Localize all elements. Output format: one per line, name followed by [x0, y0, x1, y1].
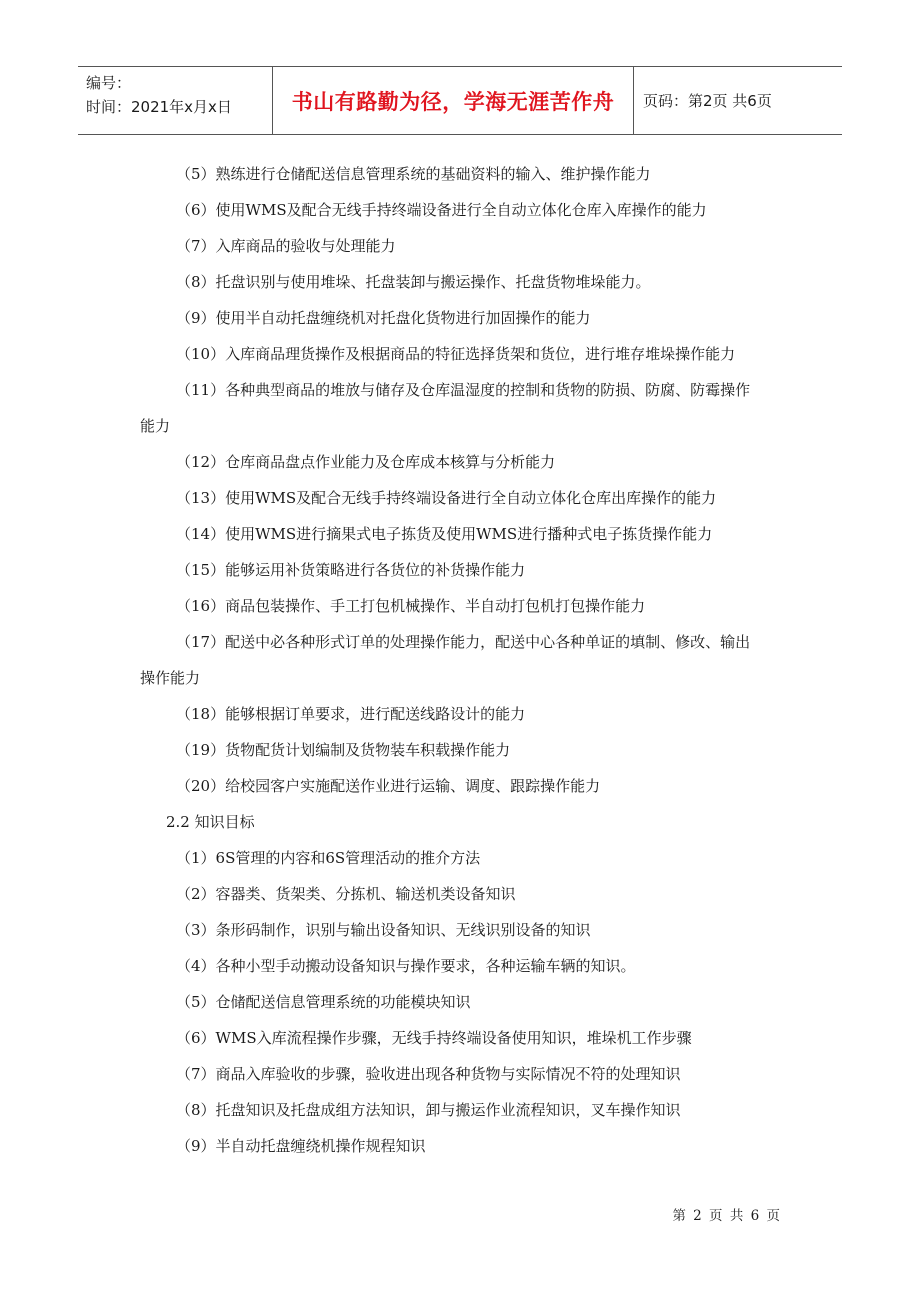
list-item: （12）仓库商品盘点作业能力及仓库成本核算与分析能力: [176, 453, 556, 471]
list-item: （8）托盘识别与使用堆垛、托盘装卸与搬运操作、托盘货物堆垛能力。: [176, 273, 651, 291]
header-motto-cell: [272, 67, 634, 134]
page-header: [78, 66, 842, 135]
list-item: （14）使用WMS进行摘果式电子拣货及使用WMS进行播种式电子拣货操作能力: [176, 525, 713, 543]
list-item: （4）各种小型手动搬动设备知识与操作要求，各种运输车辆的知识。: [176, 957, 636, 975]
list-item: （6）使用WMS及配合无线手持终端设备进行全自动立体化仓库入库操作的能力: [176, 201, 707, 219]
list-item: （9）半自动托盘缠绕机操作规程知识: [176, 1137, 426, 1155]
list-item: 操作能力: [140, 669, 201, 687]
list-item: （6）WMS入库流程操作步骤，无线手持终端设备使用知识，堆垛机工作步骤: [176, 1029, 692, 1047]
document-body: [140, 156, 790, 1164]
time-label: 时间：2021年x月x日: [86, 98, 232, 116]
list-item: （5）仓储配送信息管理系统的功能模块知识: [176, 993, 471, 1011]
list-item: （16）商品包装操作、手工打包机械操作、半自动打包机打包操作能力: [176, 597, 646, 615]
list-item: （17）配送中必各种形式订单的处理操作能力，配送中心各种单证的填制、修改、输出: [176, 633, 751, 651]
header-page-cell: [634, 67, 842, 134]
section-heading: 2.2 知识目标: [166, 813, 255, 831]
list-item: （5）熟练进行仓储配送信息管理系统的基础资料的输入、维护操作能力: [176, 165, 651, 183]
list-item: （19）货物配货计划编制及货物装车积载操作能力: [176, 741, 511, 759]
list-item: （18）能够根据订单要求，进行配送线路设计的能力: [176, 705, 526, 723]
list-item: （10）入库商品理货操作及根据商品的特征选择货架和货位，进行堆存堆垛操作能力: [176, 345, 736, 363]
list-item: （15）能够运用补货策略进行各货位的补货操作能力: [176, 561, 526, 579]
list-item: （11）各种典型商品的堆放与储存及仓库温湿度的控制和货物的防损、防腐、防霉操作: [176, 381, 751, 399]
number-label: 编号：: [86, 74, 132, 92]
page-label: 页码：第2页 共6页: [643, 92, 772, 110]
list-item: （9）使用半自动托盘缠绕机对托盘化货物进行加固操作的能力: [176, 309, 591, 327]
list-item: （8）托盘知识及托盘成组方法知识，卸与搬运作业流程知识，叉车操作知识: [176, 1101, 681, 1119]
list-item: （20）给校园客户实施配送作业进行运输、调度、跟踪操作能力: [176, 777, 601, 795]
page-footer: 第 2 页 共 6 页: [672, 1208, 780, 1224]
list-item: （13）使用WMS及配合无线手持终端设备进行全自动立体化仓库出库操作的能力: [176, 489, 717, 507]
motto-text: 书山有路勤为径，学海无涯苦作舟: [291, 89, 615, 114]
list-item: （7）入库商品的验收与处理能力: [176, 237, 396, 255]
list-item: （3）条形码制作，识别与输出设备知识、无线识别设备的知识: [176, 921, 591, 939]
list-item: 能力: [140, 417, 171, 435]
list-item: （1）6S管理的内容和6S管理活动的推介方法: [176, 849, 481, 867]
header-meta: [78, 67, 272, 134]
list-item: （7）商品入库验收的步骤，验收进出现各种货物与实际情况不符的处理知识: [176, 1065, 681, 1083]
list-item: （2）容器类、货架类、分拣机、输送机类设备知识: [176, 885, 516, 903]
